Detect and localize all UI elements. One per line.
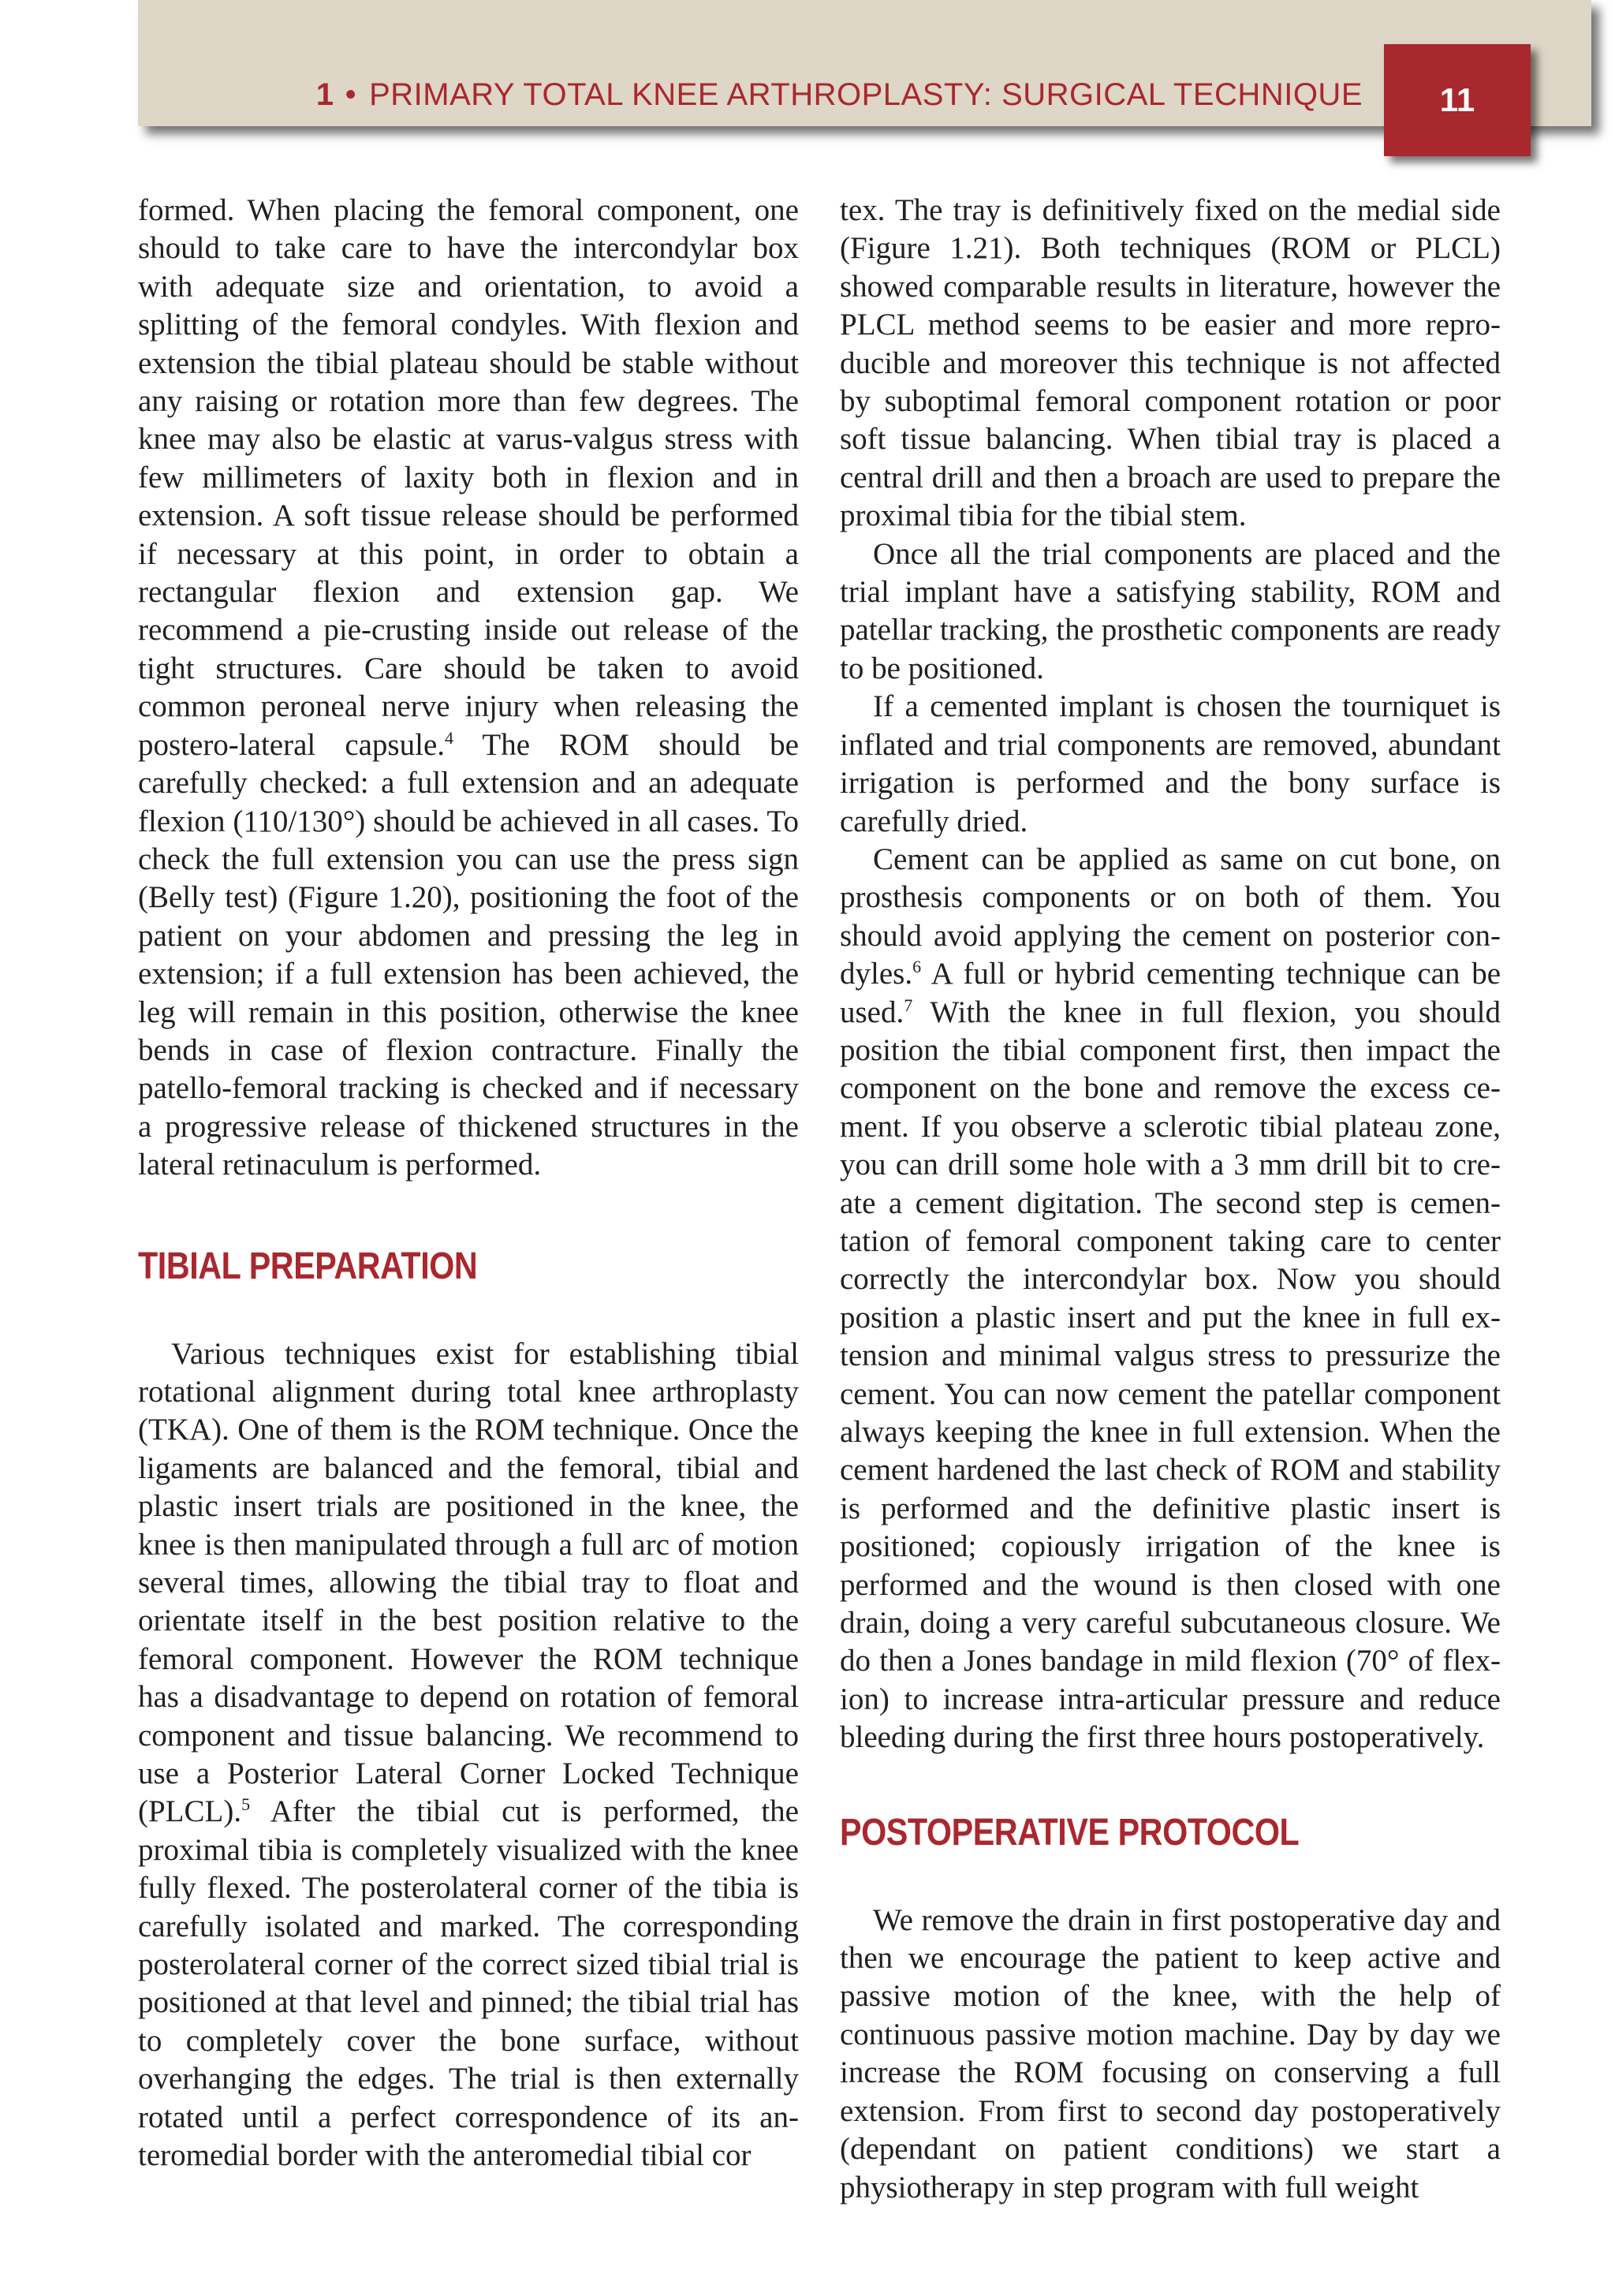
section-heading-tibial-preparation: TIBIAL PREPARATION: [138, 1245, 478, 1287]
paragraph: If a cemented implant is chosen the tourniquet is inflated and trial components are removed, abundant irrigation is performed and the bony surface is carefully dried.: [840, 689, 1501, 838]
paragraph-text: Various techniques exist for establishing tibial rotational alignment during total knee arthroplasty (TKA). One of them is the ROM technique. Once the ligaments are balanced and the femoral, tibial and plastic insert trials are positioned in the knee, the knee is then manipulated through a full arc of motion several times, allowing the tibial tray to float and orientate itself in the best position relative to the femoral component. However the ROM technique has a disadvantage to depend on rotation of femoral component and tissue balancing. We recommend to use a Posterior Lateral Corner Locked Technique (PLCL).: [138, 1336, 799, 1829]
reference-number: 5: [241, 1794, 251, 1815]
paragraph: Once all the trial components are placed and the trial implant have a satisfying stability, ROM and patellar tracking, the prosthetic components are ready to be positioned.: [840, 536, 1501, 685]
right-column: [840, 192, 1501, 2207]
paragraph-text: After the tibial cut is performed, the proximal tibia is completely visualized with the knee fully flexed. The posterolateral corner of the tibia is carefully isolated and marked. The corresponding posterolateral corner of the correct sized tibial trial is positioned at that level and pinned; the tibial trial has to completely cover the bone surface, without overhanging the edges. The trial is then externally rotated until a perfect correspondence of its anteromedial border with the anteromedial tibial cor: [138, 1794, 799, 2173]
section-heading-postoperative-protocol: POSTOPERATIVE PROTOCOL: [840, 1811, 1300, 1854]
chapter-number: 1: [315, 77, 334, 112]
header-band: [138, 0, 1591, 126]
page-number-box: [1384, 44, 1531, 156]
bullet-separator: •: [345, 77, 357, 112]
paragraph-text: formed. When placing the femoral component, one should to take care to have the intercondylar box with adequate size and orientation, to avoid a splitting of the femoral condyles. With flexion and extension the tibial plateau should be stable without any raising or rotation more than few degrees. The knee may also be elastic at varus-valgus stress with few millimeters of laxity both in flexion and in extension. A soft tissue release should be performed if necessary at this point, in order to obtain a rectangular flexion and extension gap. We recommend a pie-crusting inside out release of the tight structures. Care should be taken to avoid common peroneal nerve injury when releasing the postero-lateral capsule.: [138, 193, 799, 762]
paragraph: [138, 192, 799, 1185]
paragraph: [840, 841, 1501, 1757]
paragraph-text: A full or hybrid cementing technique can be used.: [840, 957, 1501, 1029]
paragraph: tex. The tray is definitively fixed on the medial side (Figure 1.21). Both techniques (ROM or PLCL) showed comparable results in literature, however the PLCL method seems to be easier and more reproducible and moreover this technique is not affected by suboptimal femoral component rotation or poor soft tissue balancing. When tibial tray is placed a central drill and then a broach are used to prepare the proximal tibia for the tibial stem.: [840, 193, 1501, 533]
reference-number: 4: [445, 727, 454, 748]
paragraph: [138, 1335, 799, 2175]
reference-number: 6: [912, 957, 922, 977]
paragraph-text: Cement can be applied as same on cut bone, on prosthesis components or on both of them. You should avoid applying the cement on posterior condyles.: [840, 842, 1501, 991]
running-head: [316, 79, 1363, 110]
page-number: 11: [1439, 81, 1475, 118]
paragraph-text: With the knee in full flexion, you should position the tibial component first, then impact the component on the bone and remove the excess cement. If you observe a sclerotic tibial plateau zone, you can drill some hole with a 3 mm drill bit to create a cement digitation. The second step is cementation of femoral component taking care to center correctly the intercondylar box. Now you should position a plastic insert and put the knee in full extension and minimal valgus stress to pressurize the cement. You can now cement the patellar component always keeping the knee in full extension. When the cement hardened the last check of ROM and stability is performed and the definitive plastic insert is positioned; copiously irrigation of the knee is performed and the wound is then closed with one drain, doing a very careful subcutaneous closure. We do then a Jones bandage in mild flexion (70° of flexion) to increase intra-articular pressure and reduce bleeding during the first three hours postoperatively.: [840, 995, 1501, 1755]
reference-number: 7: [904, 995, 913, 1015]
paragraph-text: The ROM should be carefully checked: a full extension and an adequate flexion (110/130°) should be achieved in all cases. To check the full extension you can use the press sign (Belly test) (Figure 1.20), positioning the foot of the patient on your abdomen and pressing the leg in extension; if a full extension has been achieved, the leg will remain in this position, otherwise the knee bends in case of flexion contracture. Finally the patello-femoral tracking is checked and if necessary a progressive release of thickened structures in the lateral retinaculum is performed.: [138, 727, 799, 1182]
paragraph: We remove the drain in first postoperative day and then we encourage the patient to keep active and passive motion of the knee, with the help of continuous passive motion machine. Day by day we increase the ROM focusing on conserving a full extension. From first to second day postoperatively (dependant on patient conditions) we start a physiotherapy in step program with full weight: [840, 1902, 1501, 2205]
left-column: [138, 192, 799, 2175]
chapter-title: PRIMARY TOTAL KNEE ARTHROPLASTY: SURGICAL TECHNIQUE: [369, 77, 1363, 112]
